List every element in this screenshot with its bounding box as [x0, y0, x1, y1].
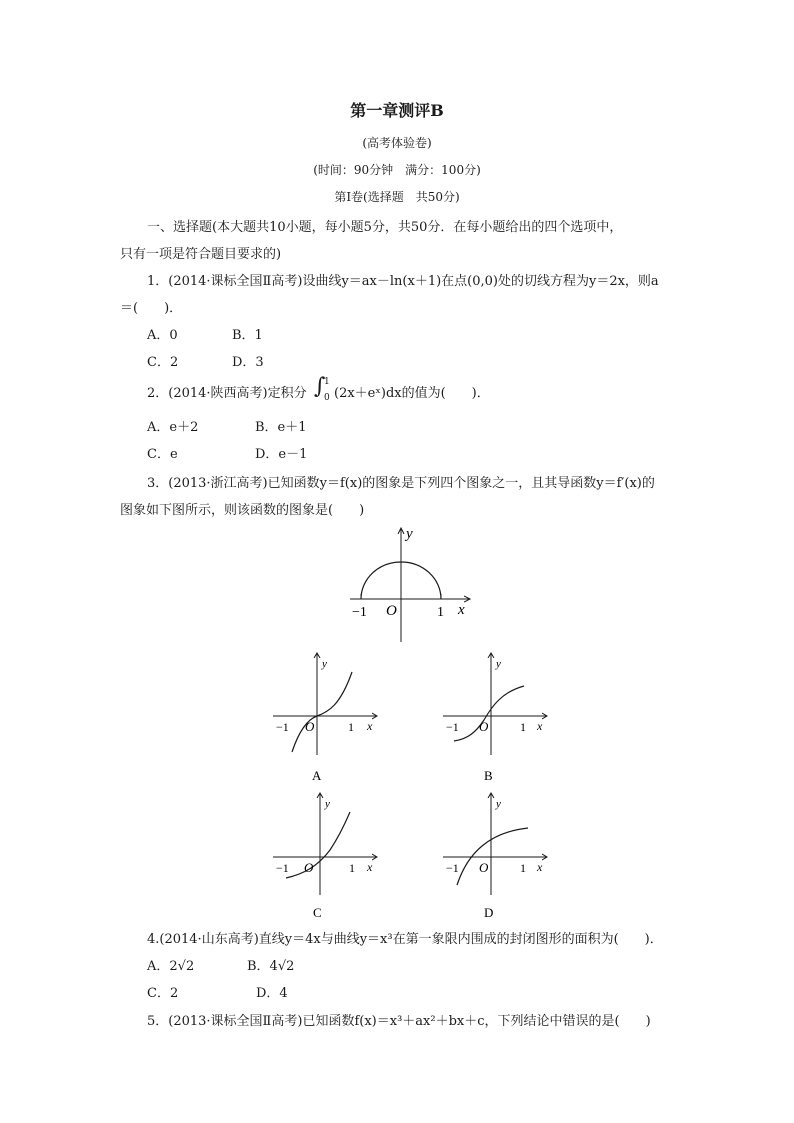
q1-option-b: B．1	[232, 328, 263, 343]
q2-option-a: A．e＋2	[147, 420, 199, 435]
exam-subtitle: (高考体验卷)	[362, 136, 432, 150]
option-d-label: D	[484, 905, 494, 920]
q2-option-c: C．e	[147, 447, 178, 462]
option-c-neg-tick: −1	[276, 861, 289, 875]
main-y-label: y	[406, 526, 413, 542]
option-b-origin: O	[479, 719, 489, 734]
question-5-text: 5．(2013·课标全国Ⅱ高考)已知函数f(x)＝x³＋ax²＋bx＋c，下列结论中错误的是( )	[147, 1014, 651, 1029]
option-b-label: B	[484, 768, 493, 783]
integral-lower-limit: 0	[324, 393, 330, 403]
question-1-text-cont: ＝( )．	[120, 301, 183, 316]
option-graph-b	[440, 650, 550, 790]
q2-option-d: D．e－1	[255, 447, 308, 462]
q4-option-a: A．2√2	[147, 959, 195, 974]
option-b-curve	[454, 686, 524, 741]
option-d-pos-tick: 1	[520, 861, 526, 875]
option-d-origin: O	[479, 860, 489, 875]
option-a-neg-tick: −1	[276, 720, 289, 734]
option-d-neg-tick: −1	[446, 861, 459, 875]
q4-option-b: B．4√2	[247, 959, 295, 974]
main-pos-tick-label: 1	[437, 605, 444, 620]
option-a-label: A	[312, 768, 322, 783]
option-a-y-label: y	[322, 658, 327, 670]
integral-upper-limit: 1	[324, 377, 330, 387]
q1-option-d: D．3	[232, 355, 264, 370]
option-d-x-label: x	[537, 860, 543, 874]
option-graph-d	[440, 790, 550, 930]
option-b-pos-tick: 1	[520, 720, 526, 734]
option-c-curve	[286, 812, 350, 878]
question-1-text: 1．(2014·课标全国Ⅱ高考)设曲线y＝ax－ln(x＋1)在点(0,0)处的切线方程为y＝2x，则a	[147, 274, 659, 289]
main-neg-tick-label: −1	[352, 605, 367, 620]
option-c-label: C	[313, 905, 322, 920]
option-c-x-label: x	[367, 860, 373, 874]
option-a-curve	[292, 672, 352, 752]
q2-option-b: B．e＋1	[255, 420, 307, 435]
instructions-line-2: 只有一项是符合题目要求的)	[120, 247, 282, 262]
time-info: (时间：90分钟 满分：100分)	[313, 163, 481, 177]
main-origin-label: O	[386, 603, 397, 619]
option-c-origin: O	[304, 860, 314, 875]
question-4-text: 4.(2014·山东高考)直线y＝4x与曲线y＝x³在第一象限内围成的封闭图形的面积为( )．	[147, 932, 663, 947]
option-b-y-label: y	[496, 658, 501, 670]
q4-option-d: D．4	[256, 986, 288, 1001]
main-x-label: x	[458, 602, 465, 618]
question-3-text: 3．(2013·浙江高考)已知函数y＝f(x)的图象是下列四个图象之一，且其导函数y＝f′(x)的	[147, 476, 655, 491]
q1-option-a: A．0	[147, 328, 178, 343]
question-2-prefix: 2．(2014·陕西高考)定积分	[147, 386, 307, 401]
derivative-graph	[340, 520, 480, 645]
option-a-x-label: x	[367, 719, 373, 733]
section-heading: 第Ⅰ卷(选择题 共50分)	[334, 190, 460, 204]
instructions-line-1: 一、选择题(本大题共10小题，每小题5分，共50分．在每小题给出的四个选项中，	[147, 220, 623, 235]
option-graph-a	[270, 650, 380, 790]
q4-option-c: C．2	[147, 986, 179, 1001]
option-graph-c	[270, 790, 380, 930]
page-title: 第一章测评B	[350, 101, 444, 120]
option-a-origin: O	[305, 719, 315, 734]
option-a-pos-tick: 1	[348, 720, 354, 734]
option-c-y-label: y	[325, 798, 330, 810]
question-2-integrand: (2x＋eˣ)dx的值为( )．	[334, 386, 490, 401]
integral-sign: ∫	[314, 374, 326, 399]
option-b-neg-tick: −1	[446, 720, 459, 734]
q1-option-c: C．2	[147, 355, 179, 370]
option-c-pos-tick: 1	[349, 861, 355, 875]
option-b-x-label: x	[537, 719, 543, 733]
option-d-y-label: y	[496, 798, 501, 810]
question-3-text-cont: 图象如下图所示，则该函数的图象是( )	[120, 503, 365, 518]
